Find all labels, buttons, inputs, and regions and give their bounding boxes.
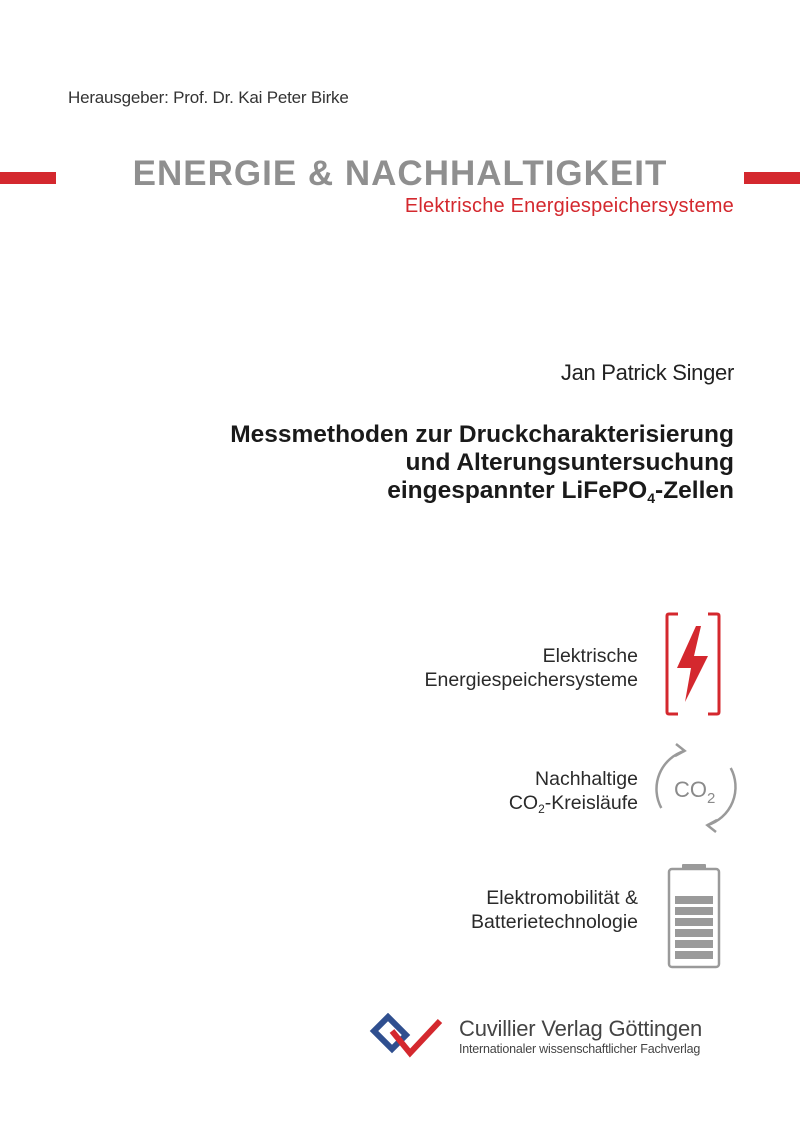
publisher-tagline: Internationaler wissenschaftlicher Fachverlag bbox=[459, 1042, 701, 1056]
topic-2-line-1: Nachhaltige bbox=[535, 768, 638, 790]
red-bar-left bbox=[0, 172, 56, 184]
topic-energy-storage bbox=[424, 644, 638, 692]
title-line-3-prefix: eingespannter LiFePO bbox=[387, 477, 648, 504]
topic-2-line-2-suffix: -Kreisläufe bbox=[544, 792, 638, 814]
series-title: ENERGIE & NACHHALTIGKEIT bbox=[132, 154, 668, 193]
topic-emobility bbox=[471, 886, 638, 934]
topic-1-line-1: Elektrische bbox=[542, 645, 638, 667]
publisher-logo bbox=[366, 1013, 444, 1063]
topic-co2-cycles bbox=[509, 767, 638, 815]
publisher-name: Cuvillier Verlag Göttingen bbox=[459, 1016, 703, 1041]
editor-line: Herausgeber: Prof. Dr. Kai Peter Birke bbox=[68, 88, 349, 107]
title-line-2: und Alterungsuntersuchung bbox=[405, 449, 734, 476]
title-subscript: 4 bbox=[647, 490, 656, 506]
title-line-1: Messmethoden zur Druckcharakterisierung bbox=[230, 421, 734, 448]
topic-3-line-1: Elektromobilität & bbox=[486, 887, 638, 909]
topic-2-subscript: 2 bbox=[538, 802, 545, 816]
topic-2-line-2 bbox=[509, 791, 638, 815]
co2-icon-label: $CO_2$ bbox=[674, 777, 716, 807]
title-line-3-suffix: -Zellen bbox=[655, 477, 734, 504]
lightning-bolt-icon bbox=[664, 612, 722, 716]
title-line-3 bbox=[230, 477, 734, 505]
author-name: Jan Patrick Singer bbox=[560, 360, 734, 385]
topic-3-line-2: Batterietechnologie bbox=[471, 911, 638, 933]
co2-cycle-icon bbox=[648, 740, 744, 836]
topic-1-line-2: Energiespeichersysteme bbox=[424, 669, 638, 691]
battery-icon bbox=[666, 862, 722, 970]
topic-2-line-2-prefix: CO bbox=[508, 792, 539, 814]
series-subtitle: Elektrische Energiespeichersysteme bbox=[404, 195, 734, 217]
red-bar-right bbox=[744, 172, 800, 184]
book-title bbox=[230, 421, 734, 505]
